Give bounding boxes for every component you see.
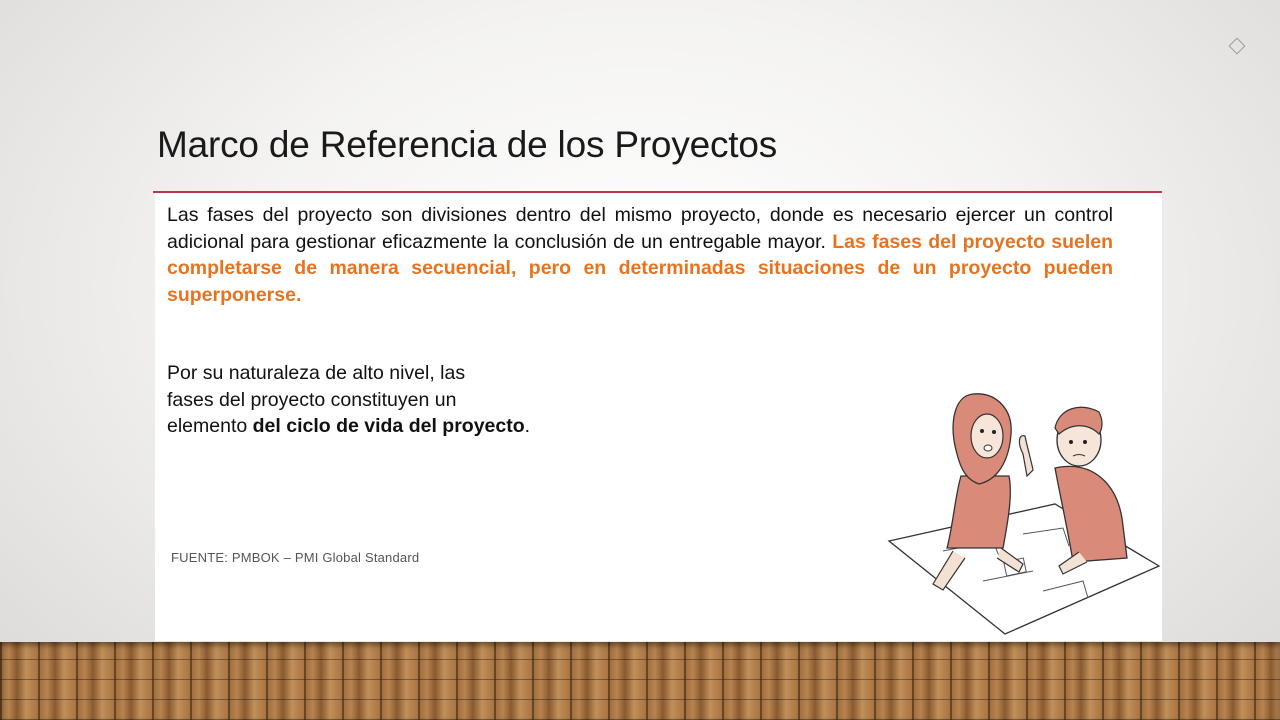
paragraph-phases-definition xyxy=(167,202,1113,308)
paragraph-high-level-line3-suffix: . xyxy=(524,415,531,437)
content-box xyxy=(155,193,1162,641)
paragraph-phases-highlight: Las fases del proyecto suelen completarse de manera secuencial, pero en determinadas situaciones de un proyecto pueden superponerse. xyxy=(167,230,1114,306)
people-planning-illustration xyxy=(883,376,1163,638)
paragraph-phases-definition-text: Las fases del proyecto son divisiones dentro del mismo proyecto, donde es necesario ejercer un control adicional para gestionar eficazmente la conclusión de un entregable mayor. xyxy=(167,204,1113,253)
paragraph-high-level-bold: del ciclo de vida del proyecto xyxy=(252,415,525,437)
source-citation: FUENTE: PMBOK – PMI Global Standard xyxy=(171,550,420,565)
paragraph-high-level-line2: fases del proyecto constituyen un xyxy=(167,388,457,411)
diamond-ornament-icon xyxy=(1229,38,1246,55)
paragraph-high-level-line1: Por su naturaleza de alto nivel, las xyxy=(167,362,466,384)
wood-floor-background xyxy=(0,642,1280,720)
slide-title: Marco de Referencia de los Proyectos xyxy=(157,124,778,165)
paragraph-high-level-line3-prefix: elemento xyxy=(167,415,253,437)
paragraph-high-level xyxy=(167,360,687,440)
